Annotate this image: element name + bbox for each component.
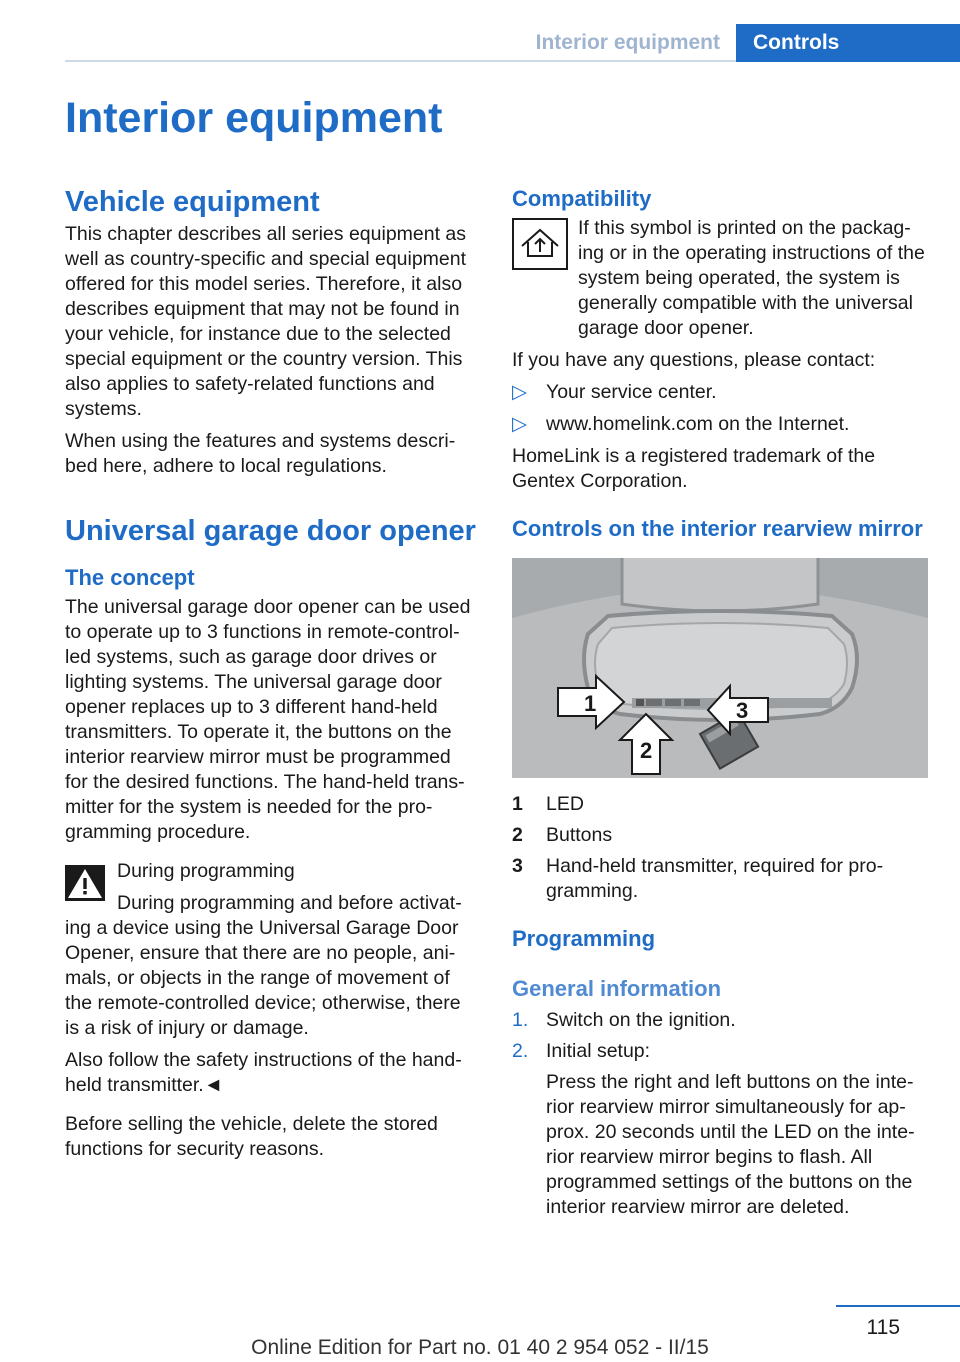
bullet-icon: ▷ [512, 413, 527, 435]
callout-3: 3 [736, 698, 749, 723]
legend-item: 3 Hand-held transmitter, required for programming. [512, 855, 884, 902]
vehicle-equipment-p2: When using the features and systems described here, adhere to local regulations. [65, 430, 456, 477]
compatibility-heading: Compatibility [512, 186, 652, 211]
compatibility-text: If this symbol is printed on the packaging or in the operating instructions of the system being operated, the system is generally compatible with the universal garage door opener. [578, 217, 925, 339]
right-column [512, 186, 928, 1227]
garage-compatible-icon [512, 218, 568, 270]
page-number: 115 [866, 1316, 900, 1339]
step-2-detail: Press the right and left buttons on the interior rearview mirror simultaneously for approx. 20 seconds until the LED on the interior rearview mirror begins to flash. All programmed settings of the buttons on the interior rearview mirror are deleted. [546, 1071, 915, 1218]
left-column [65, 186, 478, 1169]
legend-item: 2 Buttons [512, 824, 613, 846]
page-title: Interior equipment [65, 94, 443, 142]
rearview-mirror-figure [512, 558, 928, 778]
footer-rule [836, 1305, 960, 1307]
bullet-icon: ▷ [512, 381, 527, 403]
header-section: Interior equipment [535, 31, 720, 54]
contact-item: ▷ www.homelink.com on the Internet. [512, 413, 850, 435]
garage-heading: Universal garage door opener [65, 515, 476, 547]
vehicle-equipment-p1: This chapter describes all series equipment as well as country-specific and special equipment offered for this model series. Therefore, it also describes equipment that may not be found in your vehicle, for instance due to the selected special equipment or the country version. This also applies to safety-related functions and systems. [65, 223, 467, 420]
warning-block [65, 859, 478, 884]
contact-item: ▷ Your service center. [512, 381, 717, 403]
warning-title: During programming [117, 860, 295, 882]
callout-1: 1 [584, 691, 597, 716]
contact-text: If you have any questions, please contact: [512, 349, 876, 371]
callout-2: 2 [640, 738, 653, 763]
concept-heading: The concept [65, 565, 195, 590]
warning-text: During programming and before activating a device using the Universal Garage Door Opener, ensure that there are no people, animals, or objects in the range of movement of the remote-controlled device; otherwise, there is a risk of injury or damage. [65, 892, 462, 1039]
sell-text: Before selling the vehicle, delete the stored functions for security reasons. [65, 1113, 438, 1160]
step-item: 2. Initial setup: [512, 1040, 651, 1062]
homelink-text: HomeLink is a registered trademark of the Gentex Corporation. [512, 445, 876, 492]
vehicle-equipment-heading: Vehicle equipment [65, 186, 320, 218]
legend-item: 1 LED [512, 793, 584, 815]
footer-edition: Online Edition for Part no. 01 40 2 954 052 - II/15 [251, 1336, 709, 1359]
warning-note: Also follow the safety instructions of the hand-held transmitter.◄ [65, 1049, 462, 1096]
controls-heading: Controls on the interior rearview mirror [512, 516, 923, 541]
step-item: 1. Switch on the ignition. [512, 1009, 736, 1031]
general-information-heading: General information [512, 976, 722, 1001]
header-tab: Controls [736, 24, 960, 62]
concept-p1: The universal garage door opener can be used to operate up to 3 functions in remote-controlled systems, such as garage door drives or lighting systems. The universal garage door opener replaces up to 3 different hand-held transmitters. To operate it, the buttons on the interior rearview mirror must be programmed for the desired functions. The hand-held transmitter for the system is needed for the programming procedure. [65, 596, 471, 843]
programming-heading: Programming [512, 926, 656, 951]
mirror-illustration [512, 558, 928, 778]
